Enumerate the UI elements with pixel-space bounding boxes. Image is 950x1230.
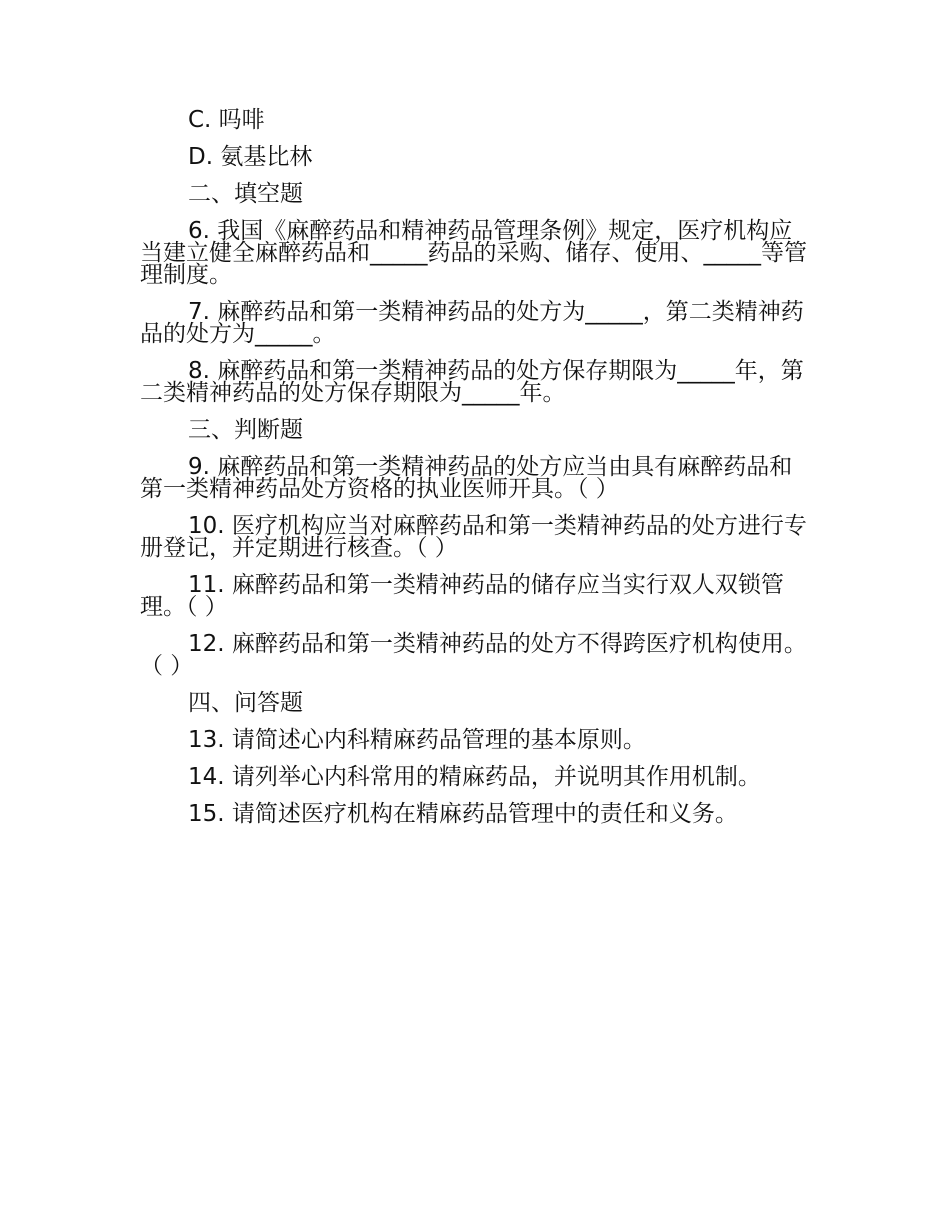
question-10: 10. 医疗机构应当对麻醉药品和第一类精神药品的处方进行专册登记，并定期进行核查。（ ） — [140, 513, 807, 561]
question-12: 12. 麻醉药品和第一类精神药品的处方不得跨医疗机构使用。（ ） — [140, 631, 807, 679]
section-heading-short-answer: 四、问答题 — [188, 690, 303, 716]
option-c: C. 吗啡 — [188, 107, 265, 133]
question-9: 9. 麻醉药品和第一类精神药品的处方应当由具有麻醉药品和第一类精神药品处方资格的执业医师开具。（ ） — [140, 454, 793, 502]
question-13: 13. 请简述心内科精麻药品管理的基本原则。 — [188, 727, 646, 753]
question-14: 14. 请列举心内科常用的精麻药品，并说明其作用机制。 — [188, 764, 761, 790]
option-d: D. 氨基比林 — [188, 144, 313, 170]
section-heading-fill-in: 二、填空题 — [188, 181, 303, 207]
question-7: 7. 麻醉药品和第一类精神药品的处方为_____，第二类精神药品的处方为_____。 — [140, 299, 804, 347]
question-6: 6. 我国《麻醉药品和精神药品管理条例》规定，医疗机构应当建立健全麻醉药品和_____药品的采购、储存、使用、_____等管理制度。 — [140, 218, 807, 288]
section-heading-true-false: 三、判断题 — [188, 417, 303, 443]
question-8: 8. 麻醉药品和第一类精神药品的处方保存期限为_____年，第二类精神药品的处方保存期限为_____年。 — [140, 358, 804, 406]
document-body — [140, 102, 812, 825]
question-11: 11. 麻醉药品和第一类精神药品的储存应当实行双人双锁管理。（ ） — [140, 572, 784, 620]
question-15: 15. 请简述医疗机构在精麻药品管理中的责任和义务。 — [188, 801, 738, 827]
